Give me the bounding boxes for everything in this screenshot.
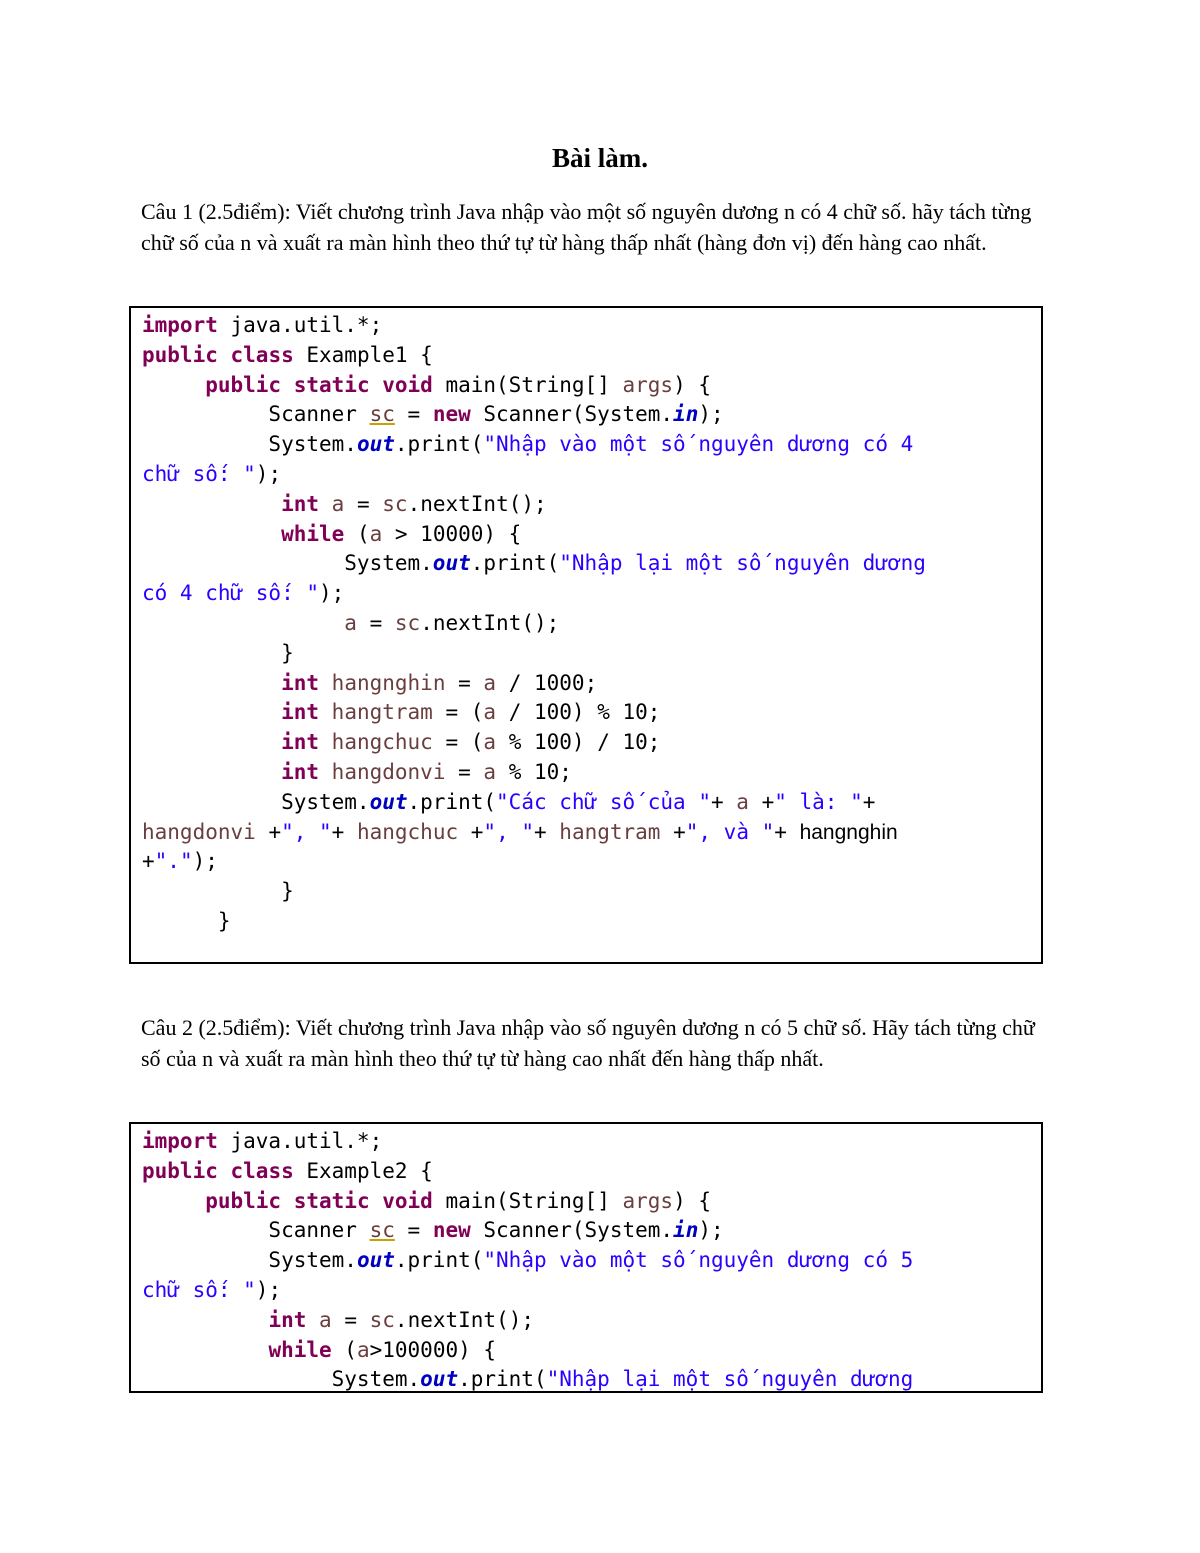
code-token: a — [331, 491, 345, 516]
code-token: = — [394, 402, 433, 427]
code-line — [142, 788, 926, 818]
code-line — [142, 579, 926, 609]
question-1-text: Câu 1 (2.5điểm): Viết chương trình Java nhập vào một số nguyên dương n có 4 chữ số. hãy tách từng chữ số của n và xuất ra màn hình theo thứ tự từ hàng thấp nhất (hàng đơn vị) đến hàng cao nhất. — [141, 199, 1032, 255]
code-token: ( — [331, 1337, 357, 1362]
code-token: hangdonvi — [331, 759, 446, 784]
code-token: + — [458, 819, 484, 844]
code-token: + — [331, 819, 357, 844]
code-token: " là: " — [774, 789, 863, 814]
code-line — [142, 847, 926, 877]
code-token: args — [622, 1188, 674, 1213]
code-token: = — [356, 610, 395, 635]
code-token: ); — [192, 849, 218, 874]
code-token: } — [142, 640, 294, 665]
code-token: % 100) / 10; — [496, 730, 661, 755]
code-token: .print( — [470, 551, 560, 576]
code-line — [142, 877, 926, 907]
code-token: "Nhập vào một số nguyên dương có 5 — [483, 1248, 914, 1273]
code-line — [142, 520, 926, 550]
page-title: Bài làm. — [551, 143, 648, 173]
code-token: = ( — [432, 730, 484, 755]
code-token: a — [369, 521, 383, 546]
code-token: static — [293, 372, 370, 397]
code-token — [218, 1159, 231, 1183]
code-token: a — [483, 670, 497, 695]
code-token — [319, 760, 332, 784]
code-token: .print( — [407, 789, 497, 814]
code-token — [142, 760, 281, 784]
code-token: class — [230, 342, 294, 367]
code-token — [370, 373, 383, 397]
code-token: = — [445, 759, 484, 784]
code-token: Scanner(System. — [470, 402, 674, 427]
code-line — [142, 1216, 913, 1246]
code-token — [319, 492, 332, 516]
code-token — [218, 343, 231, 367]
code-token: Example2 { — [293, 1158, 433, 1183]
code-token: java.util.*; — [217, 313, 383, 337]
code-token: hangnghin — [331, 670, 446, 695]
code-token: int — [281, 759, 320, 784]
code-token: + — [255, 819, 282, 844]
code-token — [319, 730, 332, 754]
code-token: main(String[] — [432, 1188, 623, 1213]
code-token: hangchuc — [356, 819, 459, 844]
code-line — [142, 460, 926, 490]
code-token — [281, 1189, 294, 1213]
code-token: java.util.*; — [217, 1129, 383, 1153]
code-token: = — [445, 670, 484, 695]
code-line — [142, 1276, 913, 1306]
code-token: hangdonvi — [142, 819, 256, 844]
code-line — [142, 490, 926, 520]
code-token: new — [432, 1218, 471, 1243]
code-line — [142, 1157, 913, 1187]
code-token: .print( — [394, 432, 484, 457]
code-token — [142, 611, 344, 635]
code-listing-example2 — [142, 1127, 913, 1393]
code-token: new — [432, 402, 471, 427]
code-token: % 10; — [496, 759, 572, 784]
code-token: a — [319, 1307, 332, 1332]
code-token: hangnghin — [799, 820, 898, 844]
code-token: main(String[] — [432, 372, 623, 397]
code-token: .print( — [458, 1367, 547, 1392]
code-token: >100000) { — [369, 1337, 497, 1362]
code-token: int — [268, 1307, 307, 1332]
code-token: public — [205, 1188, 282, 1213]
code-token: int — [281, 491, 320, 516]
code-token: "Nhập vào một số nguyên dương có 4 — [483, 432, 914, 457]
code-line — [142, 400, 926, 430]
code-token — [142, 522, 281, 546]
code-token: hangtram — [331, 700, 433, 725]
code-line — [142, 728, 926, 758]
code-token: chữ số: " — [142, 461, 256, 486]
code-token: ) { — [673, 1188, 711, 1213]
code-line — [142, 1127, 913, 1157]
code-token: out — [356, 432, 395, 457]
code-token: a — [483, 700, 497, 725]
code-line — [142, 609, 926, 639]
code-token: chữ số: " — [142, 1277, 256, 1302]
code-token: ); — [698, 402, 724, 427]
code-token: Example1 { — [293, 342, 433, 367]
code-token — [142, 492, 281, 516]
code-line — [142, 758, 926, 788]
code-line — [142, 1187, 913, 1217]
code-token: ); — [255, 1277, 282, 1302]
code-token: ); — [698, 1218, 724, 1243]
code-token: / 100) % 10; — [496, 700, 661, 725]
code-token: System. — [142, 432, 357, 457]
code-token: hangtram — [559, 819, 661, 844]
code-line — [142, 818, 926, 848]
code-token: + — [748, 789, 775, 814]
code-token: "Các chữ số của " — [496, 789, 711, 814]
code-token: ( — [344, 521, 370, 546]
code-token: ", " — [281, 819, 332, 844]
code-token: } — [142, 879, 294, 904]
code-token: System. — [142, 1367, 421, 1392]
code-token: import — [142, 1129, 218, 1153]
code-line — [142, 639, 926, 669]
code-line — [142, 1365, 913, 1393]
code-token — [319, 671, 332, 695]
code-token: sc — [369, 1307, 395, 1332]
code-token: "Nhập lại một số nguyên dương — [546, 1367, 914, 1392]
code-token: "Nhập lại một số nguyên dương — [559, 551, 926, 576]
code-token: sc — [394, 610, 421, 635]
code-line — [142, 311, 926, 341]
code-token: = ( — [432, 700, 484, 725]
code-token: a — [483, 759, 497, 784]
code-token: int — [281, 730, 320, 755]
code-token: .print( — [394, 1248, 484, 1273]
code-token: + — [142, 849, 155, 874]
code-token: sc — [369, 1218, 395, 1243]
code-token: ", " — [483, 819, 534, 844]
code-token — [142, 1189, 205, 1213]
code-token: out — [369, 789, 408, 814]
code-token: Scanner — [142, 402, 370, 427]
question-2-text: Câu 2 (2.5điểm): Viết chương trình Java nhập vào số nguyên dương n có 5 chữ số. Hãy tách từng chữ số của n và xuất ra màn hình theo thứ tự từ hàng cao nhất đến hàng thấp nhất. — [141, 1015, 1035, 1071]
code-token: có 4 chữ số: " — [142, 581, 320, 606]
code-line — [142, 907, 926, 937]
code-token: a — [483, 730, 497, 755]
code-token: int — [281, 670, 320, 695]
code-token: } — [142, 908, 231, 933]
code-token: + — [710, 789, 737, 814]
code-token — [142, 730, 281, 754]
code-token: ); — [319, 581, 345, 606]
code-token: class — [230, 1158, 294, 1183]
code-token — [142, 671, 281, 695]
code-token — [306, 1308, 319, 1332]
code-token: "." — [154, 849, 193, 874]
code-token: public — [142, 342, 218, 367]
code-token: System. — [142, 1248, 357, 1273]
code-line — [142, 669, 926, 699]
code-token: out — [420, 1367, 459, 1392]
code-token: in — [673, 1218, 699, 1243]
code-token: public — [142, 1158, 218, 1183]
code-token: + — [862, 789, 876, 814]
code-token: ); — [255, 461, 282, 486]
code-token: while — [268, 1337, 332, 1362]
code-line — [142, 1306, 913, 1336]
code-token: .nextInt(); — [420, 610, 560, 635]
code-token: > 10000) { — [382, 521, 522, 546]
code-token: / 1000; — [496, 670, 598, 695]
code-token: = — [344, 491, 383, 516]
code-token: System. — [142, 789, 370, 814]
code-token: void — [382, 1188, 433, 1213]
code-token: args — [622, 372, 674, 397]
code-token: + — [660, 819, 686, 844]
code-token: ) { — [673, 372, 711, 397]
code-token — [142, 373, 205, 397]
code-token: + — [774, 819, 800, 844]
code-token: int — [281, 700, 320, 725]
code-token: hangchuc — [331, 730, 433, 755]
code-line — [142, 430, 926, 460]
code-line — [142, 371, 926, 401]
code-block-2 — [129, 1122, 1043, 1393]
code-token: in — [673, 402, 699, 427]
code-token: + — [534, 819, 560, 844]
code-token — [281, 373, 294, 397]
code-token: Scanner — [142, 1218, 370, 1243]
code-token: static — [293, 1188, 370, 1213]
code-token: Scanner(System. — [470, 1218, 674, 1243]
code-token — [142, 1308, 268, 1332]
code-token: .nextInt(); — [394, 1307, 534, 1332]
code-token — [319, 700, 332, 724]
code-token: import — [142, 313, 218, 337]
code-line — [142, 1246, 913, 1276]
code-block-1 — [129, 306, 1043, 964]
code-token: while — [281, 521, 345, 546]
code-token — [142, 1338, 268, 1362]
code-token — [142, 700, 281, 724]
code-token: System. — [142, 551, 433, 576]
code-token: out — [432, 551, 471, 576]
code-token: = — [394, 1218, 433, 1243]
code-line — [142, 698, 926, 728]
code-token: public — [205, 372, 282, 397]
code-token: .nextInt(); — [407, 491, 547, 516]
code-token: sc — [369, 402, 395, 427]
code-token — [370, 1189, 383, 1213]
code-line — [142, 341, 926, 371]
code-listing-example1 — [142, 311, 926, 937]
code-token: = — [331, 1307, 370, 1332]
code-token: a — [356, 1337, 370, 1362]
code-token: void — [382, 372, 433, 397]
code-token: a — [736, 789, 749, 814]
code-line — [142, 1336, 913, 1366]
code-line — [142, 549, 926, 579]
code-token: ", và " — [685, 819, 775, 844]
code-token: sc — [382, 491, 408, 516]
code-token: out — [356, 1248, 395, 1273]
code-token: a — [344, 610, 357, 635]
